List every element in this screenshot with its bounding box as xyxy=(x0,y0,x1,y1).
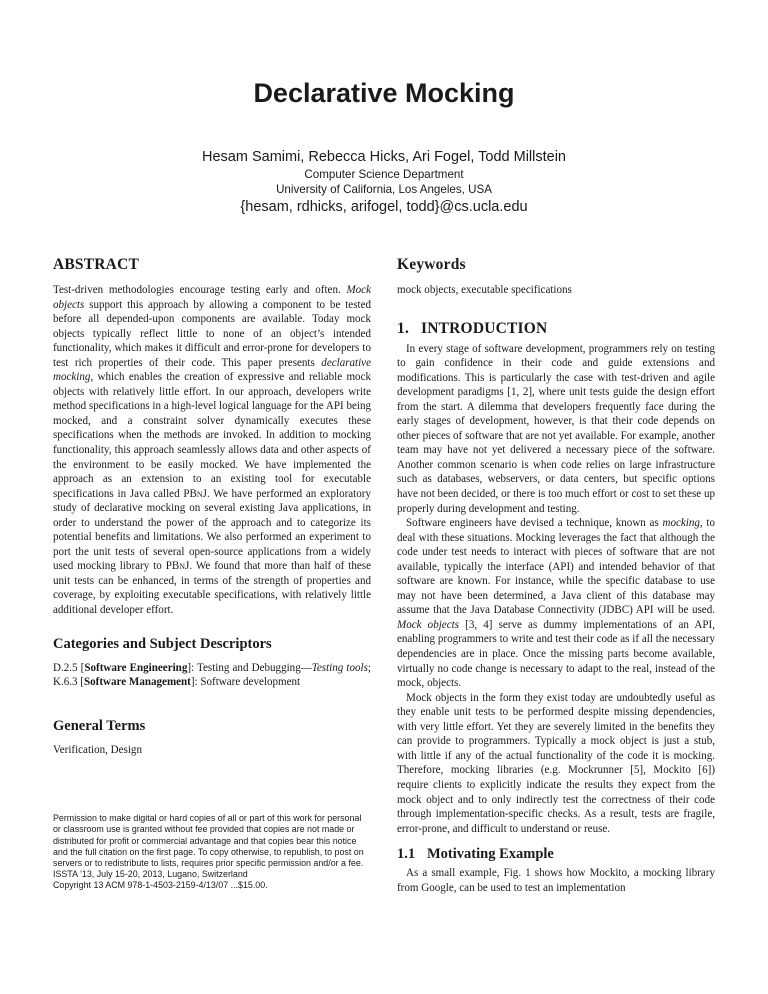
introduction-heading: 1. INTRODUCTION xyxy=(397,319,548,337)
permission-block xyxy=(53,813,371,891)
section-number: 1. xyxy=(397,319,410,337)
intro-paragraph-3: Mock objects in the form they exist today are undoubtedly useful as they enable unit tests to be performed despite missing dependencies, with very little effort. Yet they are severely limited in the benefits they can provide to programmers. Typically a mock object is just a stub, with little if any of the actual functionality of the code it is mocking. Therefore, mocking libraries (e.g. Mockrunner [5], Mockito [6]) require clients to explicitly indicate the results they expect from the mock object and to only indirectly test the correctness of their code through implementation-specific checks. As a result, tests are fragile, error-prone, and difficult to understand or reuse. xyxy=(397,691,715,835)
conference-venue: ISSTA ’13, July 15-20, 2013, Lugano, Switzerland xyxy=(53,869,248,880)
categories-text: D.2.5 [Software Engineering]: Testing and Debugging—Testing tools; K.6.3 [Software Management]: Software development xyxy=(53,661,371,689)
general-terms-heading: General Terms xyxy=(53,717,146,734)
author-emails: {hesam, rdhicks, arifogel, todd}@cs.ucla.edu xyxy=(240,199,528,215)
right-column xyxy=(397,256,715,895)
motivating-example-heading: 1.1 Motivating Example xyxy=(397,846,554,863)
paper-title: Declarative Mocking xyxy=(253,78,515,108)
abstract-text: Test-driven methodologies encourage testing early and often. Mock objects support this approach by allowing a component to be tested before all depended-upon components are available. Today mock objects typically reflect little to none of an object’s intended functionality, which makes it difficult and error-prone for developers to test rich properties of their code. This paper presents declarative mocking, which enables the creation of expressive and reliable mock objects with relatively little effort. In our approach, developers write method specifications in a high-level logical language for the API being mocked, and a constraint solver dynamically executes these specifications when the methods are invoked. In addition to mocking functionality, this approach seamlessly allows data and other aspects of the environment to be easily mocked. We have implemented the approach as an extension to an existing tool for executable specifications in Java called PBnJ. We have performed an exploratory study of declarative mocking on several existing Java applications, in order to understand the power of the approach and to categorize its potential benefits and limitations. We also performed an experiment to port the unit tests of several open-source applications from a widely used mocking library to PBnJ. We found that more than half of these unit tests can be enhanced, in terms of the strength of properties and coverage, by exploiting executable specifications, with relatively little additional developer effort. xyxy=(53,284,371,617)
affiliation-department: Computer Science Department xyxy=(304,168,464,181)
keywords-text: mock objects, executable specifications xyxy=(397,284,572,296)
affiliation-university: University of California, Los Angeles, USA xyxy=(276,183,492,196)
categories-heading: Categories and Subject Descriptors xyxy=(53,635,272,652)
motivating-paragraph: As a small example, Fig. 1 shows how Mockito, a mocking library from Google, can be used to test an implementation xyxy=(397,867,715,894)
subsection-number: 1.1 xyxy=(397,846,416,863)
intro-paragraph-2: Software engineers have devised a technique, known as mocking, to deal with these situations. Mocking leverages the fact that although the code under test needs to interact with pieces of software that are not available, typically the interface (API) and intended behavior of that software are known. For instance, while the specific database to use may not have been determined, a Java client of this database may assume that the Java Database Connectivity (JDBC) API will be used. Mock objects [3, 4] serve as dummy implementations of an API, enabling programmers to write and test their code as if all the necessary dependencies are in place. Once the missing parts become available, virtually no code change is necessary to adapt to the real, instead of the mock, objects. xyxy=(397,517,715,690)
keywords-heading: Keywords xyxy=(397,256,466,273)
left-column xyxy=(53,256,371,892)
author-list: Hesam Samimi, Rebecca Hicks, Ari Fogel, Todd Millstein xyxy=(202,149,566,165)
general-terms-text: Verification, Design xyxy=(53,743,142,756)
copyright-line: Copyright 13 ACM 978-1-4503-2159-4/13/07 ...$15.00. xyxy=(53,880,268,891)
intro-paragraph-1: In every stage of software development, programmers rely on testing to gain confidence in their code and guide extensions and modifications. This is particularly the case with test-driven and agile development paradigms [1, 2], where unit tests guide the design effort from the start. A dilemma that developers frequently face during the early stages of development, however, is that their code depends on other pieces of software that are not yet available. For example, another team may have not yet delivered a necessary piece of the software. Another common scenario is when code relies on large infrastructure such as databases, webservers, or data centers, but specific options have not been decided, or there is too much effort or cost to set these up properly during development and testing. xyxy=(397,342,715,515)
permission-text: Permission to make digital or hard copies of all or part of this work for personal or classroom use is granted without fee provided that copies are not made or distributed for profit or commercial advantage and that copies bear this notice and the full citation on the first page. To copy otherwise, to republish, to post on servers or to redistribute to lists, requires prior specific permission and/or a fee. xyxy=(53,813,364,869)
abstract-heading: ABSTRACT xyxy=(53,256,140,273)
